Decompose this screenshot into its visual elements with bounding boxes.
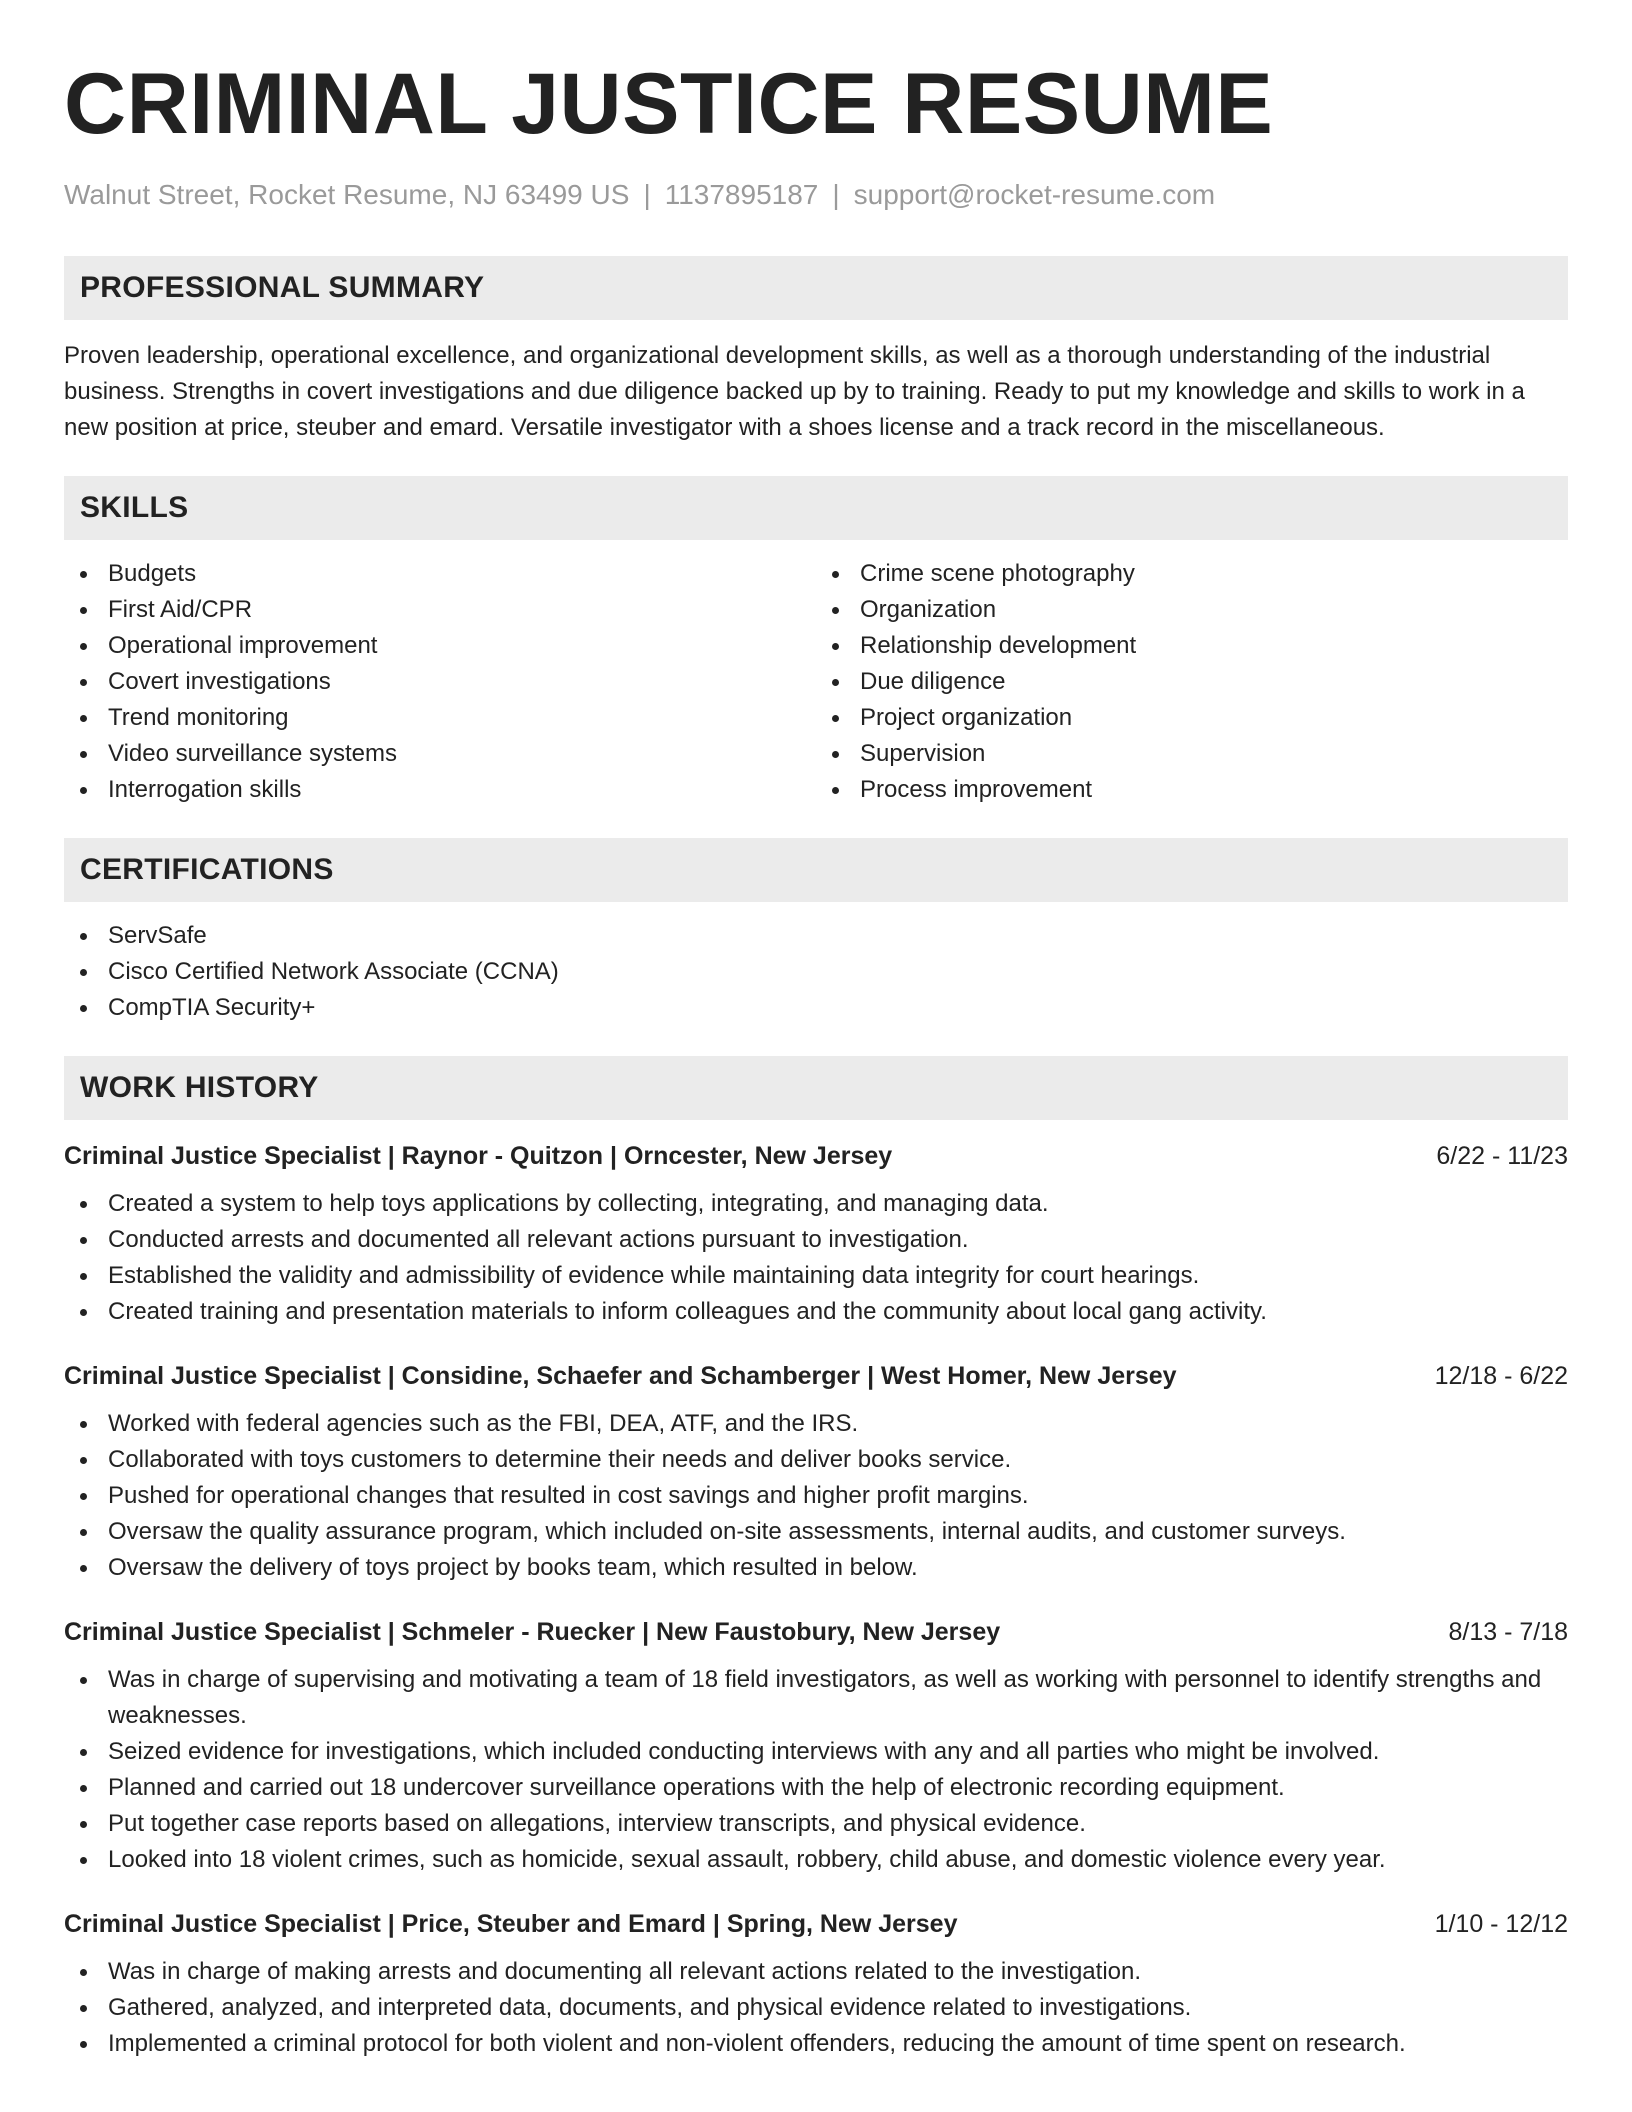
- skills-column-right: [816, 556, 1568, 808]
- job-dates: 12/18 - 6/22: [1434, 1362, 1568, 1390]
- job-header: [64, 1360, 1568, 1392]
- job-bullet: Gathered, analyzed, and interpreted data, documents, and physical evidence related to investigations.: [64, 1990, 1568, 2026]
- contact-separator: |: [643, 179, 651, 210]
- job-entry: [64, 1616, 1568, 1878]
- job-title: Criminal Justice Specialist | Raynor - Quitzon | Orncester, New Jersey: [64, 1142, 893, 1170]
- skill-item: Operational improvement: [64, 628, 816, 664]
- certification-item: ServSafe: [64, 918, 1568, 954]
- contact-phone: 1137895187: [664, 179, 819, 210]
- job-bullet: Seized evidence for investigations, which included conducting interviews with any and all parties who might be involved.: [64, 1734, 1568, 1770]
- skill-item: Due diligence: [816, 664, 1568, 700]
- job-bullet: Created a system to help toys applications by collecting, integrating, and managing data.: [64, 1186, 1568, 1222]
- skill-item: Project organization: [816, 700, 1568, 736]
- skill-item: Organization: [816, 592, 1568, 628]
- job-bullet: Conducted arrests and documented all relevant actions pursuant to investigation.: [64, 1222, 1568, 1258]
- skill-item: Interrogation skills: [64, 772, 816, 808]
- job-bullets: [64, 1406, 1568, 1586]
- job-entry: [64, 1908, 1568, 2062]
- job-bullet: Pushed for operational changes that resulted in cost savings and higher profit margins.: [64, 1478, 1568, 1514]
- job-title: Criminal Justice Specialist | Schmeler - Ruecker | New Faustobury, New Jersey: [64, 1618, 1001, 1646]
- job-bullets: [64, 1662, 1568, 1878]
- job-header: [64, 1140, 1568, 1172]
- contact-email: support@rocket-resume.com: [853, 179, 1216, 210]
- skill-item: Relationship development: [816, 628, 1568, 664]
- job-dates: 6/22 - 11/23: [1436, 1142, 1568, 1170]
- job-header: [64, 1616, 1568, 1648]
- job-bullet: Worked with federal agencies such as the FBI, DEA, ATF, and the IRS.: [64, 1406, 1568, 1442]
- skills-heading: SKILLS: [64, 476, 1568, 540]
- skills-column-left: [64, 556, 816, 808]
- skill-item: Covert investigations: [64, 664, 816, 700]
- skill-item: Supervision: [816, 736, 1568, 772]
- skill-item: Video surveillance systems: [64, 736, 816, 772]
- certifications-heading: CERTIFICATIONS: [64, 838, 1568, 902]
- summary-heading: PROFESSIONAL SUMMARY: [64, 256, 1568, 320]
- job-bullet: Was in charge of making arrests and documenting all relevant actions related to the investigation.: [64, 1954, 1568, 1990]
- job-bullet: Looked into 18 violent crimes, such as homicide, sexual assault, robbery, child abuse, and domestic violence every year.: [64, 1842, 1568, 1878]
- job-header: [64, 1908, 1568, 1940]
- job-entry: [64, 1140, 1568, 1330]
- job-dates: 8/13 - 7/18: [1448, 1618, 1568, 1646]
- resume-title: CRIMINAL JUSTICE RESUME: [64, 56, 1274, 152]
- contact-line: [64, 178, 1568, 212]
- job-dates: 1/10 - 12/12: [1434, 1910, 1568, 1938]
- job-bullet: Established the validity and admissibility of evidence while maintaining data integrity for court hearings.: [64, 1258, 1568, 1294]
- certification-item: Cisco Certified Network Associate (CCNA): [64, 954, 1568, 990]
- job-bullets: [64, 1954, 1568, 2062]
- job-bullet: Put together case reports based on allegations, interview transcripts, and physical evidence.: [64, 1806, 1568, 1842]
- job-title: Criminal Justice Specialist | Price, Steuber and Emard | Spring, New Jersey: [64, 1910, 958, 1938]
- summary-text: Proven leadership, operational excellence, and organizational development skills, as well as a thorough understanding of the industrial business. Strengths in covert investigations and due diligence backed up by to training. Ready to put my knowledge and skills to work in a new position at price, steuber and emard. Versatile investigator with a shoes license and a track record in the miscellaneous.: [64, 342, 1525, 441]
- job-bullet: Oversaw the quality assurance program, which included on-site assessments, internal audits, and customer surveys.: [64, 1514, 1568, 1550]
- job-bullets: [64, 1186, 1568, 1330]
- job-entry: [64, 1360, 1568, 1586]
- job-bullet: Created training and presentation materials to inform colleagues and the community about local gang activity.: [64, 1294, 1568, 1330]
- skills-list: [64, 556, 1568, 808]
- certifications-list: [64, 918, 1568, 1026]
- contact-separator: |: [832, 179, 840, 210]
- work-history-heading: WORK HISTORY: [64, 1056, 1568, 1120]
- contact-address: Walnut Street, Rocket Resume, NJ 63499 US: [64, 179, 630, 210]
- job-title: Criminal Justice Specialist | Considine, Schaefer and Schamberger | West Homer, New Jersey: [64, 1362, 1177, 1390]
- job-bullet: Planned and carried out 18 undercover surveillance operations with the help of electronic recording equipment.: [64, 1770, 1568, 1806]
- skill-item: Process improvement: [816, 772, 1568, 808]
- job-bullet: Collaborated with toys customers to determine their needs and deliver books service.: [64, 1442, 1568, 1478]
- job-bullet: Was in charge of supervising and motivating a team of 18 field investigators, as well as working with personnel to identify strengths and weaknesses.: [64, 1662, 1568, 1734]
- skill-item: First Aid/CPR: [64, 592, 816, 628]
- skill-item: Budgets: [64, 556, 816, 592]
- skill-item: Trend monitoring: [64, 700, 816, 736]
- certification-item: CompTIA Security+: [64, 990, 1568, 1026]
- job-bullet: Oversaw the delivery of toys project by books team, which resulted in below.: [64, 1550, 1568, 1586]
- job-bullet: Implemented a criminal protocol for both violent and non-violent offenders, reducing the amount of time spent on research.: [64, 2026, 1568, 2062]
- skill-item: Crime scene photography: [816, 556, 1568, 592]
